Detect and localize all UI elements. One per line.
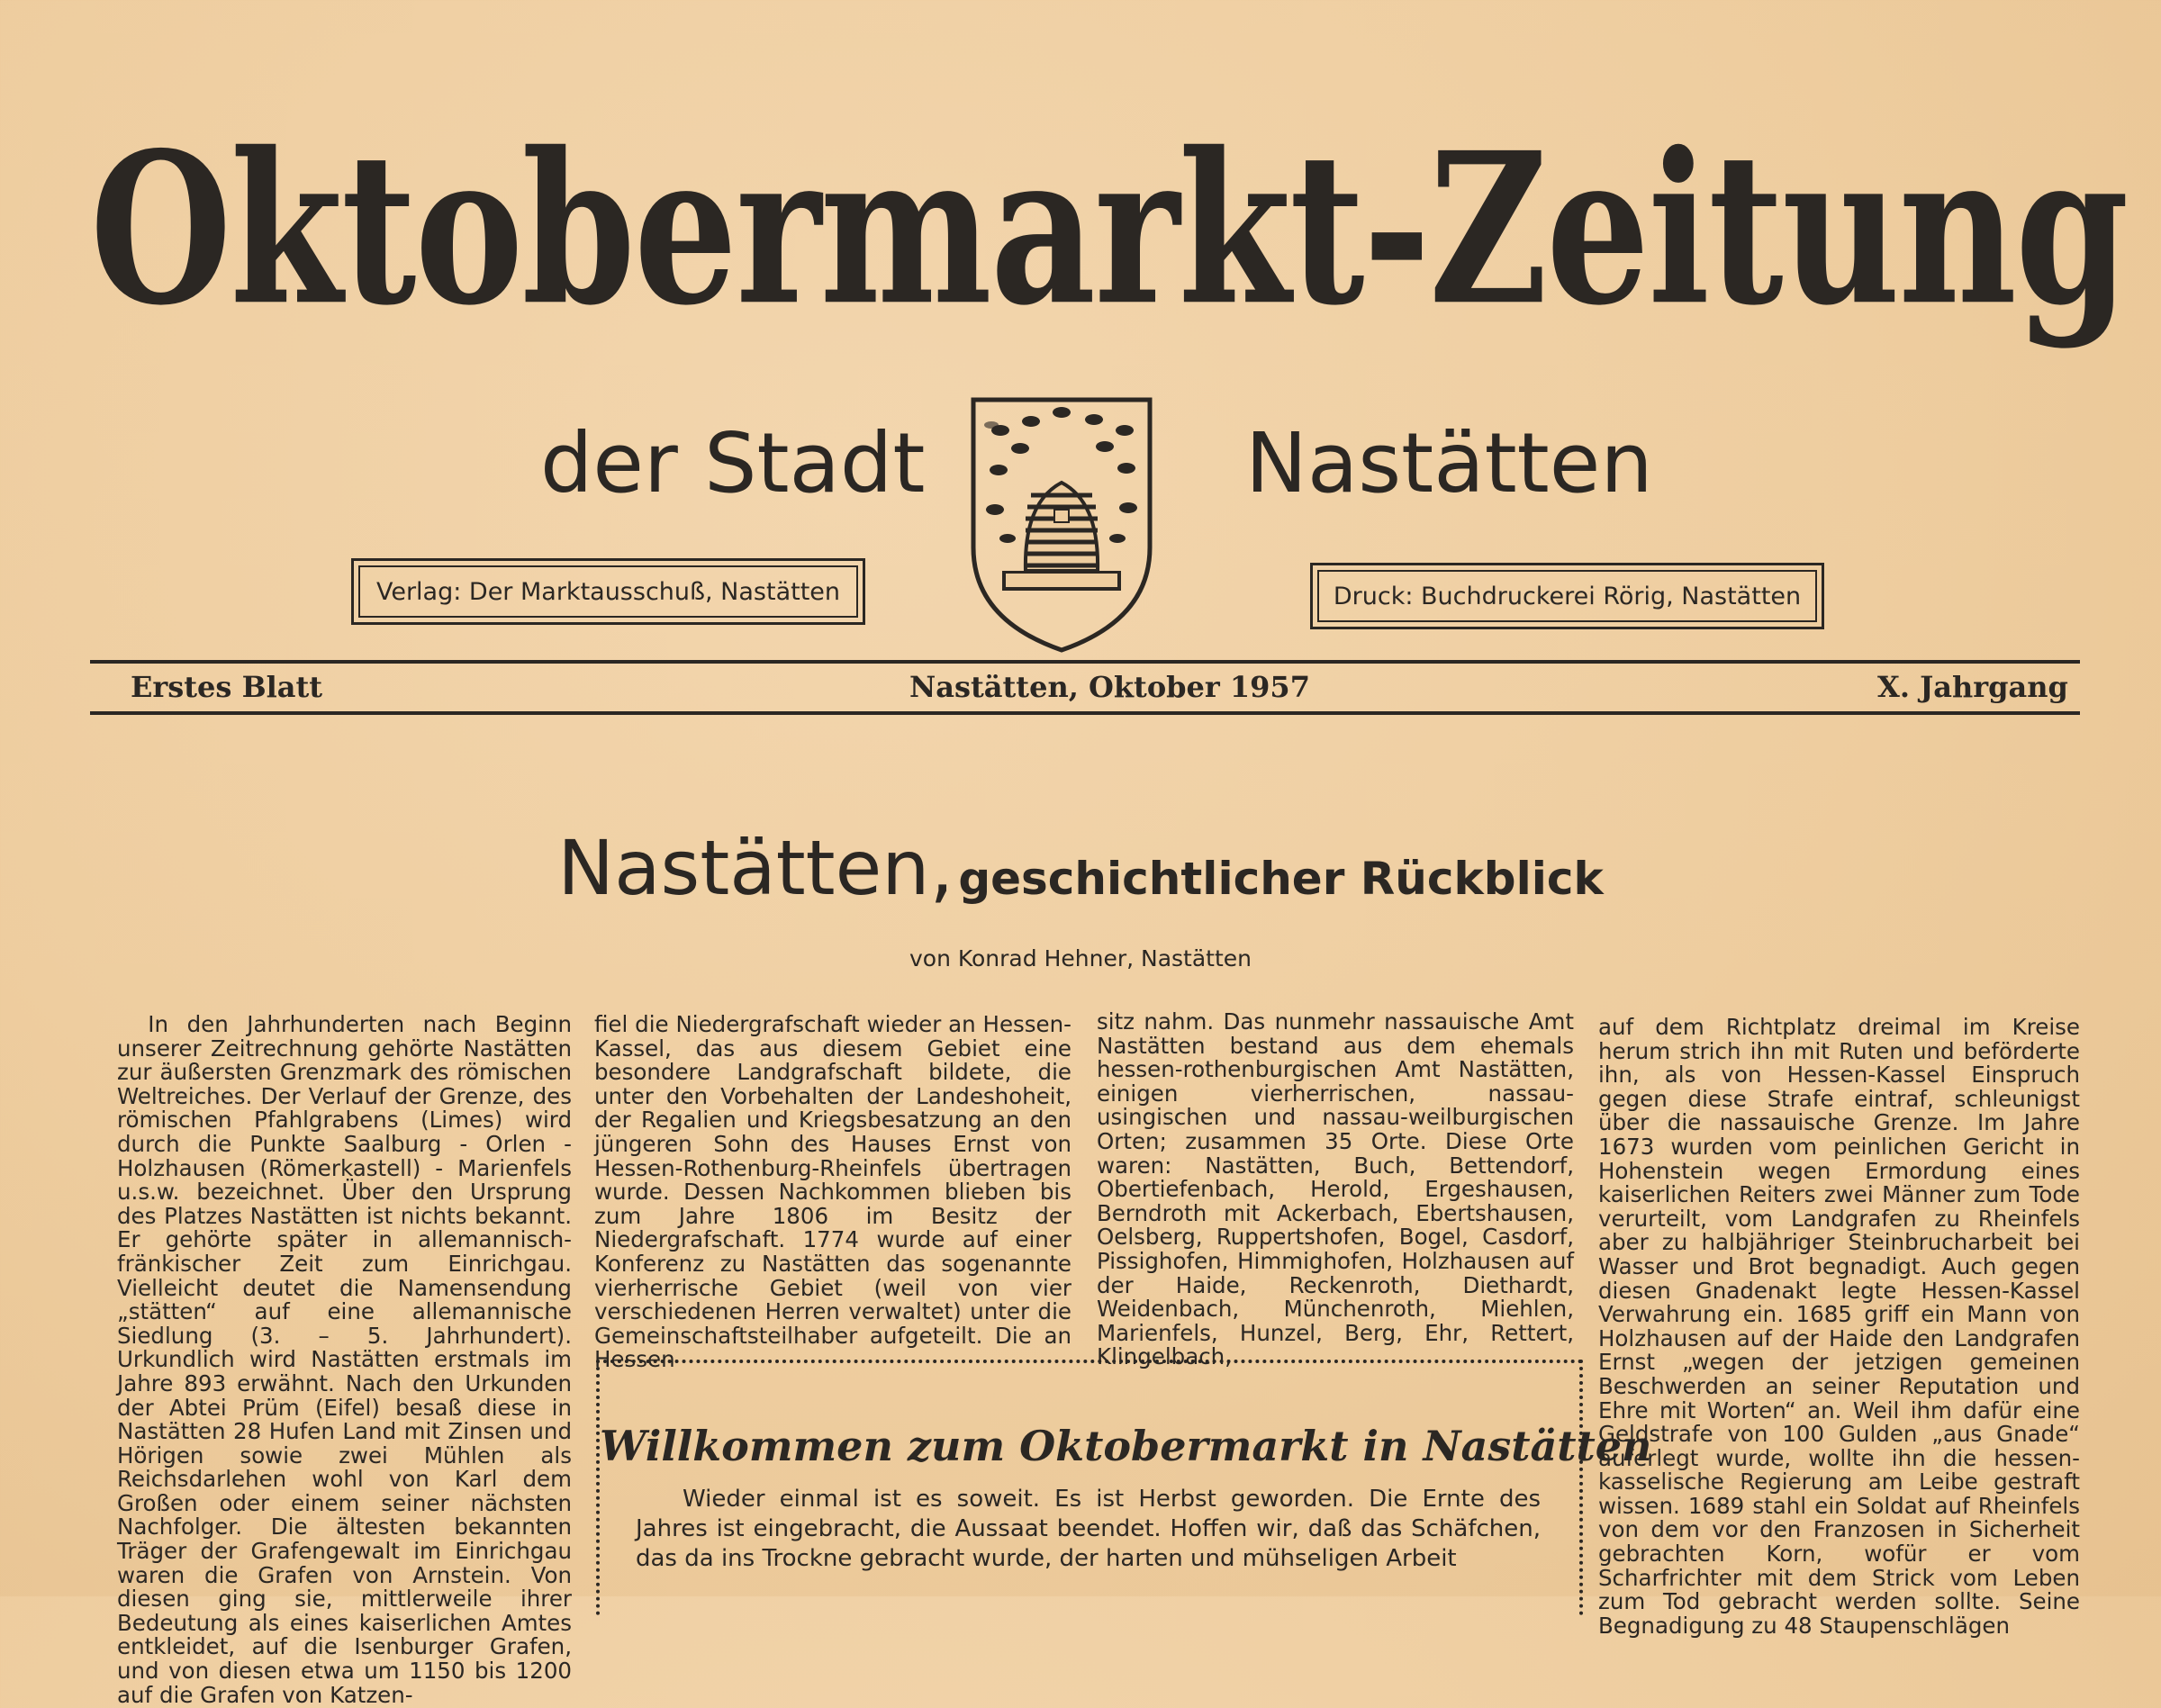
edition-label: Erstes Blatt bbox=[131, 670, 323, 704]
column-2-text: fiel die Niedergrafschaft wieder an Hessen-Kassel, das aus diesem Gebiet eine besondere Landgrafschaft bildete, die unter den Vorbehalten der Landeshoheit, der Regalien und Kriegsbesatzung an den jüngeren Sohn des Hauses Ernst von Hessen-Rothenburg-Rheinfels übertragen wurde. Dessen Nachkommen blieben bis zum Jahre 1806 im Besitz der Niedergrafschaft. 1774 wurde auf einer Konferenz zu Nastätten das sogenannte vierherrische Gebiet (weil von vier verschiedenen Herren verwaltet) unter die Gemeinschaftsteilhaber aufgeteilt. Die an Hessen bbox=[594, 1011, 1071, 1373]
welcome-box bbox=[596, 1360, 1652, 1615]
masthead-subtitle-left: der Stadt bbox=[540, 415, 926, 511]
article-column-1 bbox=[117, 1013, 572, 1707]
article-byline: von Konrad Hehner, Nastätten bbox=[909, 945, 1252, 971]
printer-box bbox=[1310, 563, 1824, 629]
volume-label: X. Jahrgang bbox=[1877, 670, 2068, 704]
column-4-text: auf dem Richtplatz dreimal im Kreise herum strich ihn mit Ruten und beförderte ihn, als von Hessen-Kassel Einspruch gegen diese Strafe eintraf, schleunigst über die nassauische Grenze. Im Jahre 1673 wurden vom peinlichen Gericht in Hohenstein wegen Ermordung eines kaiserlichen Reiters zwei Männer zum Tode verurteilt, vom Landgrafen zu Rheinfels aber zu halbjähriger Steinbrucharbeit bei Wasser und Brot begnadigt. Auch gegen diesen Gnadenakt legte Hessen-Kassel Verwahrung ein. 1685 griff ein Mann von Holzhausen auf der Haide den Landgrafen Ernst „wegen der jetzigen gemeinen Beschwerden an seiner Reputation und Ehre mit Worten“ an. Weil ihm dafür eine Geldstrafe von 100 Gulden „aus Gnade“ auferlegt wurde, wollte ihn die hessen-kasselische Regierung am Leibe gestraft wissen. 1689 stahl ein Soldat auf Rheinfels von dem vor den Franzosen in Sicherheit gebrachten Korn, wofür er vom Scharfrichter mit dem Strick vom Leben zum Tod gebracht werden sollte. Seine Begnadigung zu 48 Staupenschlägen bbox=[1598, 1014, 2080, 1639]
date-label: Nastätten, Oktober 1957 bbox=[909, 670, 1310, 704]
article-headline bbox=[0, 824, 2161, 912]
article-column-2 bbox=[594, 1013, 1071, 1372]
beehive-crest-icon bbox=[968, 394, 1155, 655]
column-1-text: In den Jahrhunderten nach Beginn unserer Zeitrechnung gehörte Nastätten zur äußersten Grenzmark des römischen Weltreiches. Der Verlauf der Grenze, des römischen Pfahlgrabens (Limes) wird durch die Punkte Saalburg - Orlen - Holzhausen (Römerkastell) - Marienfels u.s.w. bezeichnet. Über den Ursprung des Platzes Nastätten ist nichts bekannt. Er gehörte später in allemannisch-fränkischer Zeit zum Einrichgau. Vielleicht deutet die Namensendung „stätten“ auf eine allemannische Siedlung (3. – 5. Jahrhundert). Urkundlich wird Nastätten erstmals im Jahre 893 erwähnt. Nach den Urkunden der Abtei Prüm (Eifel) besaß diese in Nastätten 28 Hufen Land mit Zinsen und Hörigen sowie zwei Mühlen als Reichsdarlehen wohl von Karl dem Großen oder einem seiner nächsten Nachfolger. Die ältesten bekannten Träger der Grafengewalt im Einrichgau waren die Grafen von Arnstein. Von diesen ging sie, mittlerweile ihrer Bedeutung als eines kaiserlichen Amtes entkleidet, auf die Isenburger Grafen, und von diesen etwa um 1150 bis 1200 auf die Grafen von Katzen- bbox=[117, 1011, 572, 1708]
article-column-3 bbox=[1097, 1010, 1574, 1369]
column-3-text: sitz nahm. Das nunmehr nassauische Amt Nastätten bestand aus dem ehemals hessen-rothenburgischen Amt Nastätten, einigen vierherrischen, nassau-usingischen und nassau-weilburgischen Orten; zusammen 35 Orte. Diese Orte waren: Nastätten, Buch, Bettendorf, Obertiefenbach, Herold, Ergeshausen, Berndroth mit Ackerbach, Ebertshausen, Oelsberg, Ruppertshofen, Bogel, Casdorf, Pissighofen, Himmighofen, Holzhausen auf der Haide, Reckenroth, Diethardt, Weidenbach, Münchenroth, Miehlen, Marienfels, Hunzel, Berg, Ehr, Rettert, Klingelbach, bbox=[1097, 1008, 1574, 1370]
welcome-text bbox=[636, 1485, 1541, 1574]
article-column-4 bbox=[1598, 1016, 2080, 1638]
headline-main: Nastätten, bbox=[557, 824, 954, 912]
top-rule bbox=[90, 660, 2080, 664]
masthead-subtitle-right: Nastätten bbox=[1245, 415, 1653, 511]
publisher-box bbox=[351, 558, 865, 625]
welcome-paragraph: Wieder einmal ist es soweit. Es ist Herbst geworden. Die Ernte des Jahres ist eingebracht, die Aussaat beendet. Hoffen wir, daß das Schäfchen, das da ins Trockne gebracht wurde, der harten und mühseligen Arbeit bbox=[636, 1486, 1541, 1572]
publisher-text: Verlag: Der Marktausschuß, Nastätten bbox=[375, 577, 841, 606]
printer-text: Druck: Buchdruckerei Rörig, Nastätten bbox=[1333, 582, 1802, 610]
masthead-title: Oktobermarkt-Zeitung bbox=[90, 106, 2128, 352]
bottom-rule bbox=[90, 711, 2080, 715]
welcome-title: Willkommen zum Oktobermarkt in Nastätten bbox=[600, 1422, 1652, 1470]
headline-sub: geschichtlicher Rückblick bbox=[958, 853, 1604, 905]
